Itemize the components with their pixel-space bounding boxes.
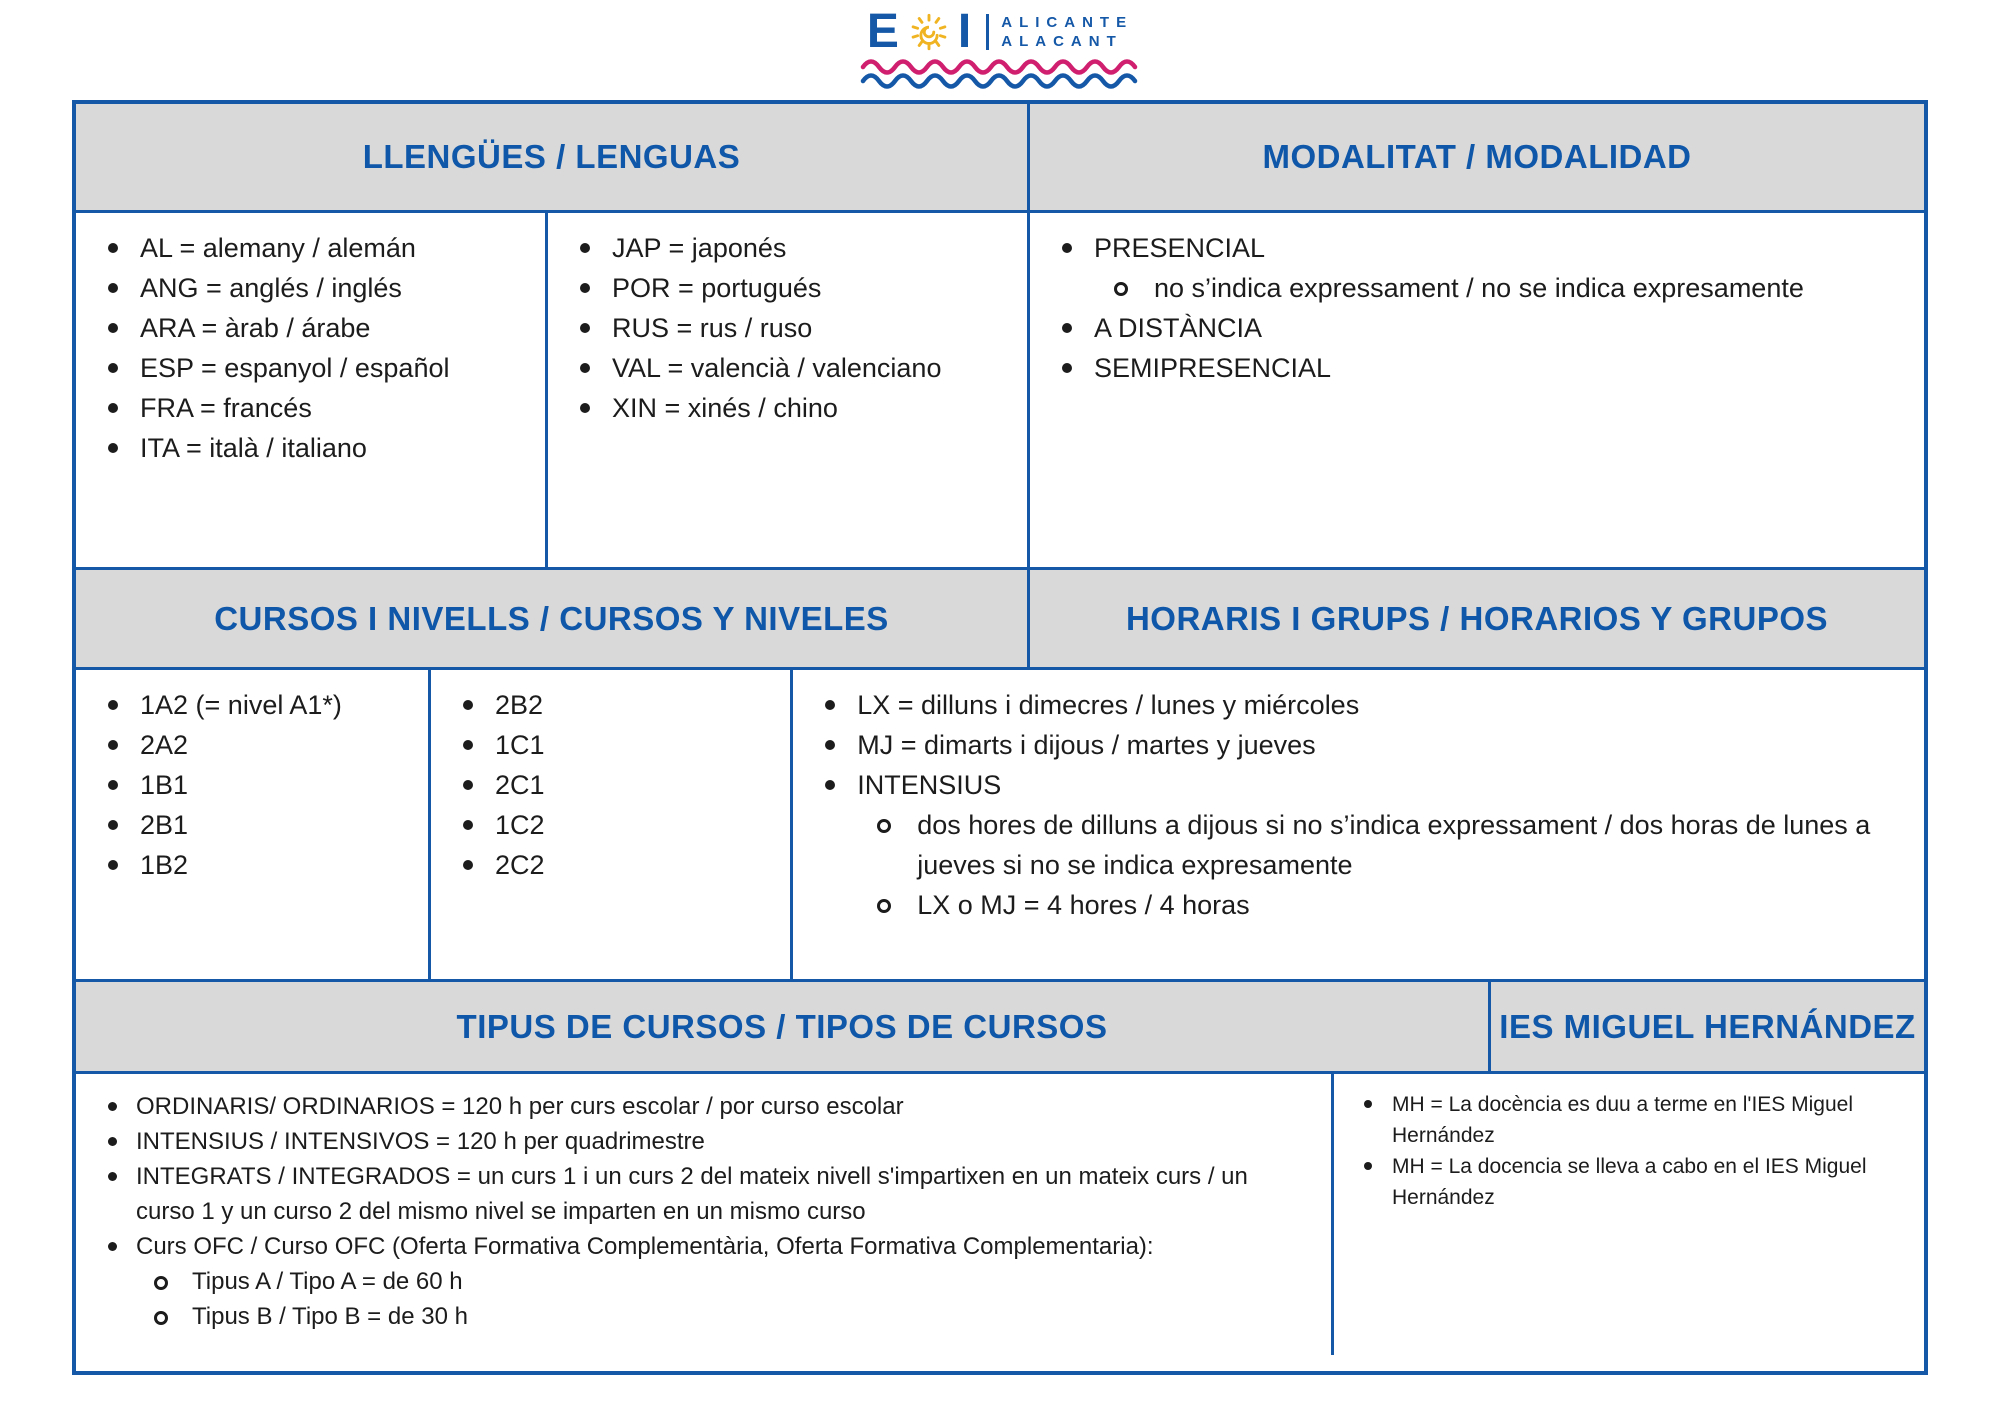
languages-col1-cell (76, 213, 548, 567)
horaris-cell (793, 670, 1924, 979)
list-item: POR = portugués (568, 268, 1007, 308)
list-item: LX o MJ = 4 hores / 4 horas (813, 885, 1904, 925)
content-band-2 (76, 667, 1924, 979)
list-item: ESP = espanyol / español (96, 348, 525, 388)
list-item: Tipus B / Tipo B = de 30 h (96, 1299, 1311, 1334)
list-item: MH = La docencia se lleva a cabo en el IES Miguel Hernández (1354, 1151, 1904, 1213)
list-item: 2A2 (96, 725, 408, 765)
section-title-ies-mh: IES MIGUEL HERNÁNDEZ (1499, 1007, 1916, 1045)
logo-city-alicante: ALICANTE (1001, 14, 1134, 31)
sun-icon (908, 11, 950, 53)
section-title-tipus: TIPUS DE CURSOS / TIPOS DE CURSOS (76, 982, 1491, 1071)
list-item: FRA = francés (96, 388, 525, 428)
cursos-col1-list (96, 685, 408, 885)
logo-letter-i: I (957, 5, 973, 58)
list-item: MJ = dimarts i dijous / martes y jueves (813, 725, 1904, 765)
list-item: XIN = xinés / chino (568, 388, 1007, 428)
list-item: Tipus A / Tipo A = de 60 h (96, 1264, 1311, 1299)
list-item: VAL = valencià / valenciano (568, 348, 1007, 388)
list-item: PRESENCIAL (1050, 228, 1904, 268)
languages-col2-cell (548, 213, 1030, 567)
list-item: 1B2 (96, 845, 408, 885)
list-item: LX = dilluns i dimecres / lunes y miércoles (813, 685, 1904, 725)
section-title-modalitat: MODALITAT / MODALIDAD (1262, 138, 1692, 175)
list-item: ARA = àrab / árabe (96, 308, 525, 348)
list-item: 2C2 (451, 845, 770, 885)
header-band-3 (76, 979, 1924, 1071)
list-item: AL = alemany / alemán (96, 228, 525, 268)
modalitat-list (1050, 228, 1904, 388)
logo-row (866, 5, 1134, 58)
cursos-col2-list (451, 685, 770, 885)
legend-table (72, 100, 1928, 1375)
list-item: 2B2 (451, 685, 770, 725)
cursos-col1-cell (76, 670, 431, 979)
header-band-1 (76, 104, 1924, 210)
list-item: ITA = italà / italiano (96, 428, 525, 468)
ies-mh-list (1354, 1089, 1904, 1213)
cursos-col2-cell (431, 670, 793, 979)
list-item: 1C1 (451, 725, 770, 765)
content-band-1 (76, 210, 1924, 567)
logo-letter-e: E (866, 5, 900, 58)
list-item: 2C1 (451, 765, 770, 805)
languages-col2-list (568, 228, 1007, 428)
list-item: 1C2 (451, 805, 770, 845)
list-item: RUS = rus / ruso (568, 308, 1007, 348)
content-band-3 (76, 1071, 1924, 1355)
waves-icon (860, 58, 1140, 90)
ies-mh-cell (1334, 1074, 1924, 1355)
tipus-list (96, 1089, 1311, 1334)
logo-city-alacant: ALACANT (1001, 33, 1123, 50)
eoi-logo (0, 5, 2000, 90)
languages-col1-list (96, 228, 525, 468)
section-title-cursos: CURSOS I NIVELLS / CURSOS Y NIVELES (76, 570, 1030, 667)
list-item: INTENSIUS (813, 765, 1904, 805)
logo-city-text (986, 14, 1133, 50)
list-item: Curs OFC / Curso OFC (Oferta Formativa Complementària, Oferta Formativa Complementaria): (96, 1229, 1311, 1264)
list-item: ANG = anglés / inglés (96, 268, 525, 308)
tipus-cell (76, 1074, 1334, 1355)
list-item: 1A2 (= nivel A1*) (96, 685, 408, 725)
list-item: A DISTÀNCIA (1050, 308, 1904, 348)
list-item: INTENSIUS / INTENSIVOS = 120 h per quadrimestre (96, 1124, 1311, 1159)
list-item: 2B1 (96, 805, 408, 845)
modalitat-cell (1030, 213, 1924, 567)
list-item: no s’indica expressament / no se indica expresamente (1050, 268, 1904, 308)
section-title-horaris: HORARIS I GRUPS / HORARIOS Y GRUPOS (1125, 599, 1829, 637)
section-title-llengues: LLENGÜES / LENGUAS (76, 104, 1030, 210)
list-item: INTEGRATS / INTEGRADOS = un curs 1 i un curs 2 del mateix nivell s'impartixen en un mateix curs / un curso 1 y un curso 2 del mismo nivel se imparten en un mismo curso (96, 1159, 1311, 1229)
header-band-2 (76, 567, 1924, 667)
horaris-list (813, 685, 1904, 925)
list-item: ORDINARIS/ ORDINARIOS = 120 h per curs escolar / por curso escolar (96, 1089, 1311, 1124)
list-item: MH = La docència es duu a terme en l'IES Miguel Hernández (1354, 1089, 1904, 1151)
list-item: SEMIPRESENCIAL (1050, 348, 1904, 388)
list-item: 1B1 (96, 765, 408, 805)
list-item: JAP = japonés (568, 228, 1007, 268)
list-item: dos hores de dilluns a dijous si no s’indica expressament / dos horas de lunes a jueves si no se indica expresamente (813, 805, 1904, 885)
